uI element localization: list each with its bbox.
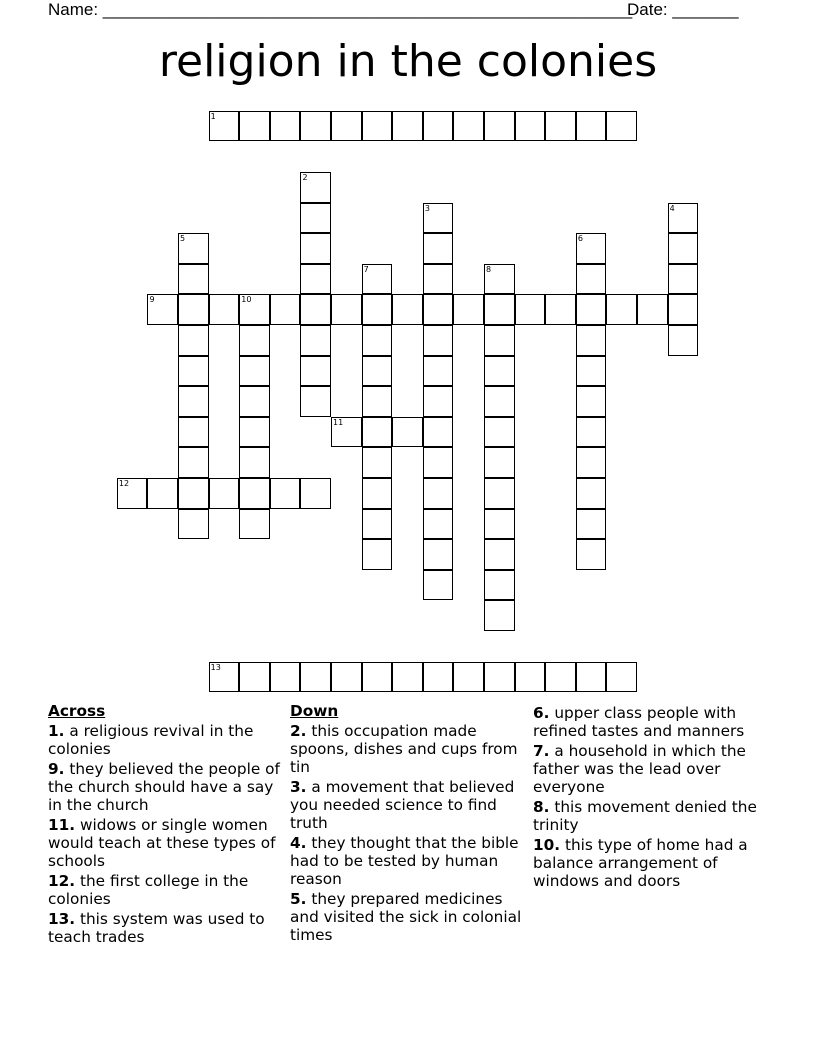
grid-cell[interactable] bbox=[300, 325, 331, 356]
grid-cell[interactable] bbox=[576, 662, 607, 693]
grid-cell[interactable] bbox=[362, 539, 393, 570]
grid-cell[interactable] bbox=[484, 386, 515, 417]
grid-cell[interactable] bbox=[300, 233, 331, 264]
grid-cell[interactable] bbox=[423, 264, 454, 295]
clue-number: 9. bbox=[48, 760, 65, 778]
grid-cell[interactable] bbox=[668, 233, 699, 264]
name-field[interactable]: Name: ________________________________________________________ bbox=[48, 0, 633, 19]
clue-item bbox=[533, 742, 769, 796]
clue-number: 12. bbox=[48, 872, 76, 890]
cell-number: 9 bbox=[149, 295, 155, 305]
clue-item bbox=[533, 836, 769, 890]
date-field[interactable]: Date: _______ bbox=[627, 0, 739, 19]
grid-cell[interactable] bbox=[423, 478, 454, 509]
clue-item bbox=[48, 722, 284, 758]
clue-text: a household in which the father was the lead over everyone bbox=[533, 742, 746, 796]
grid-cell[interactable] bbox=[423, 386, 454, 417]
grid-cell[interactable] bbox=[668, 294, 699, 325]
grid-cell[interactable] bbox=[239, 417, 270, 448]
grid-cell[interactable] bbox=[300, 264, 331, 295]
grid-cell[interactable] bbox=[178, 356, 209, 387]
grid-cell[interactable] bbox=[545, 662, 576, 693]
grid-cell[interactable] bbox=[239, 111, 270, 142]
grid-cell[interactable] bbox=[209, 662, 240, 693]
grid-cell[interactable] bbox=[147, 478, 178, 509]
clue-item bbox=[290, 722, 526, 776]
grid-cell[interactable] bbox=[239, 294, 270, 325]
page-title: religion in the colonies bbox=[158, 36, 658, 87]
grid-cell[interactable] bbox=[423, 417, 454, 448]
grid-cell[interactable] bbox=[484, 356, 515, 387]
grid-cell[interactable] bbox=[300, 111, 331, 142]
grid-cell[interactable] bbox=[362, 662, 393, 693]
grid-cell[interactable] bbox=[576, 509, 607, 540]
grid-cell[interactable] bbox=[300, 203, 331, 234]
cell-number: 13 bbox=[210, 662, 221, 672]
grid-cell[interactable] bbox=[178, 233, 209, 264]
clue-number: 11. bbox=[48, 816, 76, 834]
clue-item bbox=[48, 816, 284, 870]
grid-cell[interactable] bbox=[392, 417, 423, 448]
grid-cell[interactable] bbox=[239, 325, 270, 356]
grid-cell[interactable] bbox=[423, 233, 454, 264]
grid-cell[interactable] bbox=[545, 111, 576, 142]
grid-cell[interactable] bbox=[484, 662, 515, 693]
grid-cell[interactable] bbox=[178, 294, 209, 325]
grid-cell[interactable] bbox=[423, 662, 454, 693]
clue-text: the first college in the colonies bbox=[48, 872, 249, 908]
grid-cell[interactable] bbox=[484, 417, 515, 448]
clue-text: upper class people with refined tastes and manners bbox=[533, 704, 745, 740]
grid-cell[interactable] bbox=[576, 264, 607, 295]
cell-number: 8 bbox=[486, 264, 492, 274]
grid-cell[interactable] bbox=[362, 386, 393, 417]
grid-cell[interactable] bbox=[362, 294, 393, 325]
grid-cell[interactable] bbox=[239, 509, 270, 540]
grid-cell[interactable] bbox=[484, 447, 515, 478]
grid-cell[interactable] bbox=[178, 264, 209, 295]
grid-cell[interactable] bbox=[453, 662, 484, 693]
grid-cell[interactable] bbox=[576, 325, 607, 356]
grid-cell[interactable] bbox=[178, 478, 209, 509]
grid-cell[interactable] bbox=[576, 447, 607, 478]
grid-cell[interactable] bbox=[239, 662, 270, 693]
clue-text: they prepared medicines and visited the sick in colonial times bbox=[290, 890, 522, 944]
grid-cell[interactable] bbox=[606, 662, 637, 693]
cell-number: 3 bbox=[424, 203, 430, 213]
cell-number: 4 bbox=[669, 203, 675, 213]
grid-cell[interactable] bbox=[453, 294, 484, 325]
grid-cell[interactable] bbox=[300, 294, 331, 325]
grid-cell[interactable] bbox=[362, 111, 393, 142]
clue-text: this system was used to teach trades bbox=[48, 910, 265, 946]
grid-cell[interactable] bbox=[209, 478, 240, 509]
grid-cell[interactable] bbox=[270, 478, 301, 509]
grid-cell[interactable] bbox=[484, 294, 515, 325]
grid-cell[interactable] bbox=[423, 509, 454, 540]
grid-cell[interactable] bbox=[606, 294, 637, 325]
cell-number: 7 bbox=[363, 264, 369, 274]
grid-cell[interactable] bbox=[453, 111, 484, 142]
across-clues bbox=[48, 702, 284, 948]
grid-cell[interactable] bbox=[668, 264, 699, 295]
grid-cell[interactable] bbox=[392, 294, 423, 325]
cell-number: 12 bbox=[118, 479, 130, 489]
grid-cell[interactable] bbox=[515, 111, 546, 142]
clue-text: they believed the people of the church should have a say in the church bbox=[48, 760, 280, 814]
grid-cell[interactable] bbox=[423, 203, 454, 234]
clue-text: a religious revival in the colonies bbox=[48, 722, 254, 758]
clue-item bbox=[533, 704, 769, 740]
clue-item bbox=[533, 798, 769, 834]
grid-cell[interactable] bbox=[484, 539, 515, 570]
clue-number: 5. bbox=[290, 890, 307, 908]
grid-cell[interactable] bbox=[423, 294, 454, 325]
grid-cell[interactable] bbox=[362, 478, 393, 509]
grid-cell[interactable] bbox=[300, 356, 331, 387]
clue-item bbox=[48, 910, 284, 946]
grid-cell[interactable] bbox=[423, 570, 454, 601]
grid-cell[interactable] bbox=[178, 417, 209, 448]
grid-cell[interactable] bbox=[239, 356, 270, 387]
cell-number: 2 bbox=[302, 173, 308, 183]
grid-cell[interactable] bbox=[576, 386, 607, 417]
across-heading: Across bbox=[48, 702, 106, 720]
clue-text: widows or single women would teach at these types of schools bbox=[48, 816, 276, 870]
grid-cell[interactable] bbox=[484, 325, 515, 356]
grid-cell[interactable] bbox=[300, 478, 331, 509]
grid-cell[interactable] bbox=[423, 356, 454, 387]
clue-text: a movement that believed you needed science to find truth bbox=[290, 778, 515, 832]
grid-cell[interactable] bbox=[239, 447, 270, 478]
grid-cell[interactable] bbox=[392, 662, 423, 693]
clue-number: 1. bbox=[48, 722, 65, 740]
grid-cell[interactable] bbox=[270, 662, 301, 693]
grid-cell[interactable] bbox=[484, 478, 515, 509]
grid-cell[interactable] bbox=[515, 294, 546, 325]
grid-cell[interactable] bbox=[362, 356, 393, 387]
grid-cell[interactable] bbox=[300, 172, 331, 203]
grid-cell[interactable] bbox=[178, 447, 209, 478]
grid-cell[interactable] bbox=[147, 294, 178, 325]
grid-cell[interactable] bbox=[637, 294, 668, 325]
grid-cell[interactable] bbox=[362, 325, 393, 356]
down-clues bbox=[290, 702, 526, 946]
grid-cell[interactable] bbox=[515, 662, 546, 693]
grid-cell[interactable] bbox=[300, 386, 331, 417]
clue-number: 13. bbox=[48, 910, 76, 928]
clue-text: this movement denied the trinity bbox=[533, 798, 757, 834]
grid-cell[interactable] bbox=[423, 325, 454, 356]
grid-cell[interactable] bbox=[484, 600, 515, 631]
grid-cell[interactable] bbox=[576, 478, 607, 509]
grid-cell[interactable] bbox=[270, 111, 301, 142]
grid-cell[interactable] bbox=[331, 662, 362, 693]
grid-cell[interactable] bbox=[545, 294, 576, 325]
clue-number: 6. bbox=[533, 704, 550, 722]
grid-cell[interactable] bbox=[576, 417, 607, 448]
grid-cell[interactable] bbox=[178, 509, 209, 540]
down-heading: Down bbox=[290, 702, 339, 720]
clue-item bbox=[48, 872, 284, 908]
grid-cell[interactable] bbox=[331, 294, 362, 325]
cell-number: 6 bbox=[577, 234, 583, 244]
clue-text: this type of home had a balance arrangement of windows and doors bbox=[533, 836, 748, 890]
clue-item bbox=[290, 890, 526, 944]
grid-cell[interactable] bbox=[362, 417, 393, 448]
clue-item bbox=[48, 760, 284, 814]
cell-number: 10 bbox=[241, 295, 252, 305]
grid-cell[interactable] bbox=[392, 111, 423, 142]
grid-cell[interactable] bbox=[270, 294, 301, 325]
grid-cell[interactable] bbox=[331, 417, 362, 448]
grid-cell[interactable] bbox=[606, 111, 637, 142]
grid-cell[interactable] bbox=[484, 264, 515, 295]
clue-item bbox=[290, 834, 526, 888]
clue-number: 4. bbox=[290, 834, 307, 852]
grid-cell[interactable] bbox=[423, 539, 454, 570]
clue-number: 8. bbox=[533, 798, 550, 816]
clue-number: 7. bbox=[533, 742, 550, 760]
down-clues-continued bbox=[533, 704, 769, 892]
clue-item bbox=[290, 778, 526, 832]
grid-cell[interactable] bbox=[668, 325, 699, 356]
grid-cell[interactable] bbox=[576, 233, 607, 264]
grid-cell[interactable] bbox=[576, 111, 607, 142]
grid-cell[interactable] bbox=[239, 478, 270, 509]
grid-cell[interactable] bbox=[668, 203, 699, 234]
grid-cell[interactable] bbox=[423, 111, 454, 142]
grid-cell[interactable] bbox=[484, 111, 515, 142]
clue-text: they thought that the bible had to be tested by human reason bbox=[290, 834, 519, 888]
clue-number: 3. bbox=[290, 778, 307, 796]
clue-text: this occupation made spoons, dishes and cups from tin bbox=[290, 722, 518, 776]
clue-number: 2. bbox=[290, 722, 307, 740]
grid-cell[interactable] bbox=[300, 662, 331, 693]
cell-number: 5 bbox=[180, 234, 186, 244]
grid-cell[interactable] bbox=[178, 325, 209, 356]
grid-cell[interactable] bbox=[484, 570, 515, 601]
cell-number: 11 bbox=[333, 417, 344, 427]
grid-cell[interactable] bbox=[362, 264, 393, 295]
grid-cell[interactable] bbox=[239, 386, 270, 417]
grid-cell[interactable] bbox=[576, 539, 607, 570]
cell-number: 1 bbox=[210, 111, 216, 121]
grid-cell[interactable] bbox=[576, 294, 607, 325]
grid-cell[interactable] bbox=[576, 356, 607, 387]
grid-cell[interactable] bbox=[178, 386, 209, 417]
grid-cell[interactable] bbox=[209, 294, 240, 325]
grid-cell[interactable] bbox=[362, 509, 393, 540]
grid-cell[interactable] bbox=[117, 478, 148, 509]
grid-cell[interactable] bbox=[484, 509, 515, 540]
grid-cell[interactable] bbox=[209, 111, 240, 142]
clue-number: 10. bbox=[533, 836, 561, 854]
grid-cell[interactable] bbox=[362, 447, 393, 478]
grid-cell[interactable] bbox=[423, 447, 454, 478]
grid-cell[interactable] bbox=[331, 111, 362, 142]
